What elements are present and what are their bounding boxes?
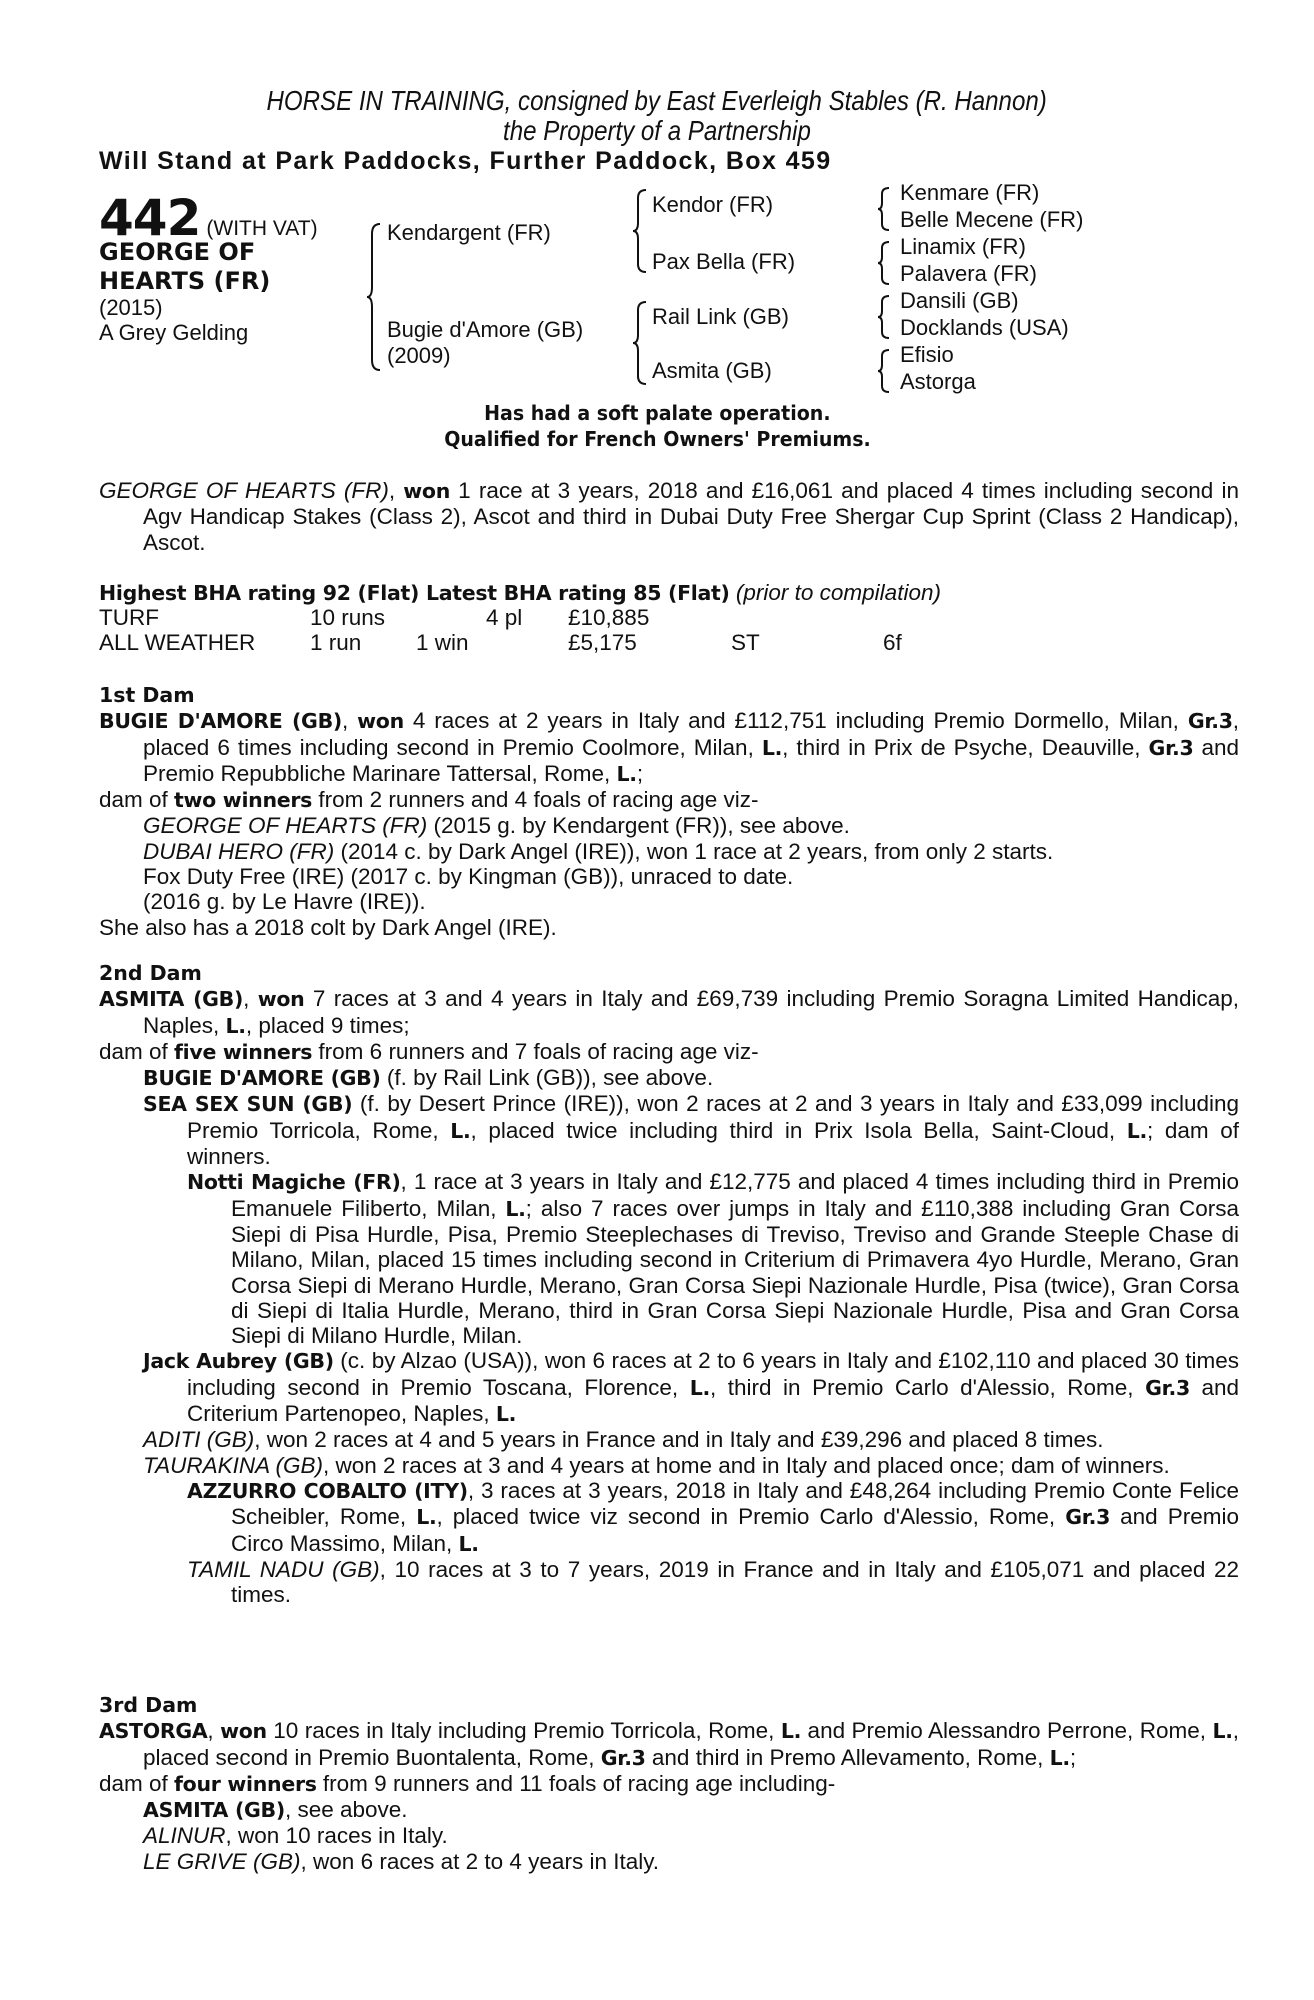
- pedigree-g3-item: Kenmare (FR): [900, 180, 1040, 205]
- progeny-item: Jack Aubrey (GB) (c. by Alzao (USA)), won 6 races at 2 to 6 years in Italy and £102,110 and placed 30 times including second in Premio Toscana, Florence, L., third in Premio Carlo d'Alessio, Rome, Gr.3 and Criterium Partenopeo, Naples, L.: [143, 1348, 1239, 1427]
- section-heading: 2nd Dam: [99, 961, 202, 985]
- dam-record: ASTORGA, won 10 races in Italy including Premio Torricola, Rome, L. and Premio Alessandro Perrone, Rome, L., placed second in Premio Buontalenta, Rome, Gr.3 and third in Premo Allevamento, Rome, L.;: [99, 1718, 1239, 1770]
- progeny-item: ALINUR, won 10 races in Italy.: [143, 1823, 448, 1849]
- grand-progeny-item: TAMIL NADU (GB), 10 races at 3 to 7 years, 2019 in France and in Italy and £105,071 and placed 22 times.: [187, 1556, 1240, 1608]
- pedigree-dam-dam: Asmita (GB): [652, 358, 772, 383]
- horse-name: GEORGE OF HEARTS (FR): [99, 238, 271, 295]
- premiums-note: Qualified for French Owners' Premiums.: [443, 427, 871, 451]
- pedigree-dam: Bugie d'Amore (GB): [387, 317, 584, 342]
- pedigree-g3-item: Palavera (FR): [900, 261, 1037, 286]
- pedigree-sire: Kendargent (FR): [387, 220, 551, 245]
- operation-note: Has had a soft palate operation.: [483, 401, 831, 425]
- progeny-item: TAURAKINA (GB), won 2 races at 3 and 4 years at home and in Italy and placed once; dam of winners.: [143, 1452, 1170, 1478]
- dam-footer-note: She also has a 2018 colt by Dark Angel (IRE).: [99, 914, 557, 940]
- section-heading: 3rd Dam: [99, 1693, 198, 1717]
- dam-produce-summary: dam of four winners from 9 runners and 11 foals of racing age including-: [99, 1770, 836, 1796]
- ownership-line: the Property of a Partnership: [503, 115, 811, 146]
- pedigree-g3-item: Docklands (USA): [900, 315, 1069, 340]
- pedigree-g3-item: Efisio: [900, 342, 954, 367]
- progeny-item: GEORGE OF HEARTS (FR) (2015 g. by Kendargent (FR)), see above.: [143, 813, 850, 839]
- pedigree-brace-g3-1: [877, 186, 891, 232]
- progeny-item: ASMITA (GB), see above.: [143, 1797, 408, 1823]
- consignment-header: HORSE IN TRAINING, consigned by East Everleigh Stables (R. Hannon): [266, 85, 1048, 116]
- stabling-location: Will Stand at Park Paddocks, Further Paddock, Box 459: [99, 147, 832, 175]
- grand-progeny-item: AZZURRO COBALTO (ITY), 3 races at 3 years, 2018 in Italy and £48,264 including Premio Conte Felice Scheibler, Rome, L., placed twice viz second in Premio Carlo d'Alessio, Rome, Gr.3 and Premio Circo Massimo, Milan, L.: [187, 1477, 1239, 1556]
- pedigree-brace-g3-2: [877, 240, 891, 286]
- race-record-summary: GEORGE OF HEARTS (FR), won 1 race at 3 years, 2018 and £16,061 and placed 4 times including second in Agv Handicap Stakes (Class 2), Ascot and third in Dubai Duty Free Shergar Cup Sprint (Class 2 Handicap), Ascot.: [99, 478, 1239, 555]
- horse-description: A Grey Gelding: [99, 320, 249, 345]
- third-dam-section: [99, 1693, 1239, 1874]
- pedigree-g3-item: Dansili (GB): [900, 288, 1019, 313]
- pedigree-brace-g3-3: [877, 294, 891, 340]
- lot-heading: [99, 189, 318, 247]
- progeny-item: ADITI (GB), won 2 races at 4 and 5 years in France and in Italy and £39,296 and placed 8 times.: [143, 1427, 1104, 1453]
- progeny-item: LE GRIVE (GB), won 6 races at 2 to 4 years in Italy.: [143, 1848, 660, 1874]
- first-dam-section: [99, 683, 1239, 940]
- dam-produce-summary: dam of two winners from 2 runners and 4 foals of racing age viz-: [99, 787, 759, 813]
- grand-progeny-item: Notti Magiche (FR), 1 race at 3 years in Italy and £12,775 and placed 4 times including third in Premio Emanuele Filiberto, Milan, L.; also 7 races over jumps in Italy and £110,388 including Gran Corsa Siepi di Pisa Hurdle, Pisa, Premio Steeplechases di Treviso, Treviso and Grande Steeple Chase di Milano, Milan, placed 15 times including second in Criterium di Primavera 4yo Hurdle, Merano, Gran Corsa Siepi di Merano Hurdle, Merano, Gran Corsa Siepi Nazionale Hurdle, Pisa (twice), Gran Corsa di Siepi di Italia Hurdle, Merano, third in Gran Corsa Siepi Nazionale Hurdle, Pisa and Gran Corsa Siepi di Milano Hurdle, Milan.: [187, 1169, 1239, 1349]
- pedigree-dam-sire: Rail Link (GB): [652, 304, 789, 329]
- section-heading: 1st Dam: [99, 683, 195, 707]
- pedigree-sire-sire: Kendor (FR): [652, 192, 774, 217]
- catalogue-page: HORSE IN TRAINING, consigned by East Everleigh Stables (R. Hannon) the Property of a Partnership Will Stand at Park Paddocks, Further Paddock, Box 459 442 (WITH VAT) GEORGE OF HEARTS (FR) (2015) A Grey Gelding Kendargent (FR) Bugie d'Amore (GB) (2009) Kendor (FR) Pax Bella (FR) Rail Link (GB) Asmita (GB) Kenmare (FR) Belle Mecene (FR) Linamix (FR) Palavera (FR) Dansili (GB) Docklands (USA) Efisio Astorga Has had a soft palate operation. Qualified for French Owners' Premiums. GEORGE OF HEARTS (FR), won 1 race at 3 years, 2018 and £16,061 and placed 4 times including second in Agv Handicap Stakes (Class 2), Ascot and third in Dubai Duty Free Shergar Cup Sprint (Class 2 Handicap), Ascot. Highest BHA rating 92 (Flat) Latest BHA rating 85 (Flat) (prior to compilation) TURF 10 runs 4 pl £10,885 ALL WEATHER 1 run 1 win £5,175 ST 6f 1st Dam BUGIE D'AMORE (GB), won 4 races at 2 years in Italy and £112,751 including Premio Dormello, Milan, Gr.3, placed 6 times including second in Premio Coolmore, Milan, L., third in Prix de Psyche, Deauville, Gr.3 and Premio Repubbliche Marinare Tattersal, Rome, L.; dam of two winners from 2 runners and 4 foals of racing age viz- GEORGE OF HEARTS (FR) (2015 g. by Kendargent (FR)), see above. DUBAI HERO (FR) (2014 c. by Dark Angel (IRE)), won 1 race at 2 years, from only 2 starts. Fox Duty Free (IRE) (2017 c. by Kingman (GB)), unraced to date. (2016 g. by Le Havre (IRE)). She also has a 2018 colt by Dark Angel (IRE). 2nd Dam ASMITA (GB), won 7 races at 3 and 4 years in Italy and £69,739 including Premio Soragna Limited Handicap, Naples, L., placed 9 times; dam of five winners from 6 runners and 7 foals of racing age viz- BUGIE D'AMORE (GB) (f. by Rail Link (GB)), see above. SEA SEX SUN (GB) (f. by Desert Prince (IRE)), won 2 races at 2 and 3 years in Italy and £33,099 including Premio Torricola, Rome, L., placed twice including third in Prix Isola Bella, Saint-Cloud, L.; dam of winners. Notti Magiche (FR), 1 race at 3 years in Italy and £12,775 and placed 4 times including third in Premio Emanuele Filiberto, Milan, L.; also 7 races over jumps in Italy and £110,388 including Gran Corsa Siepi di Pisa Hurdle, Pisa, Premio Steeplechases di Treviso, Treviso and Grande Steeple Chase di Milano, Milan, placed 15 times including second in Criterium di Primavera 4yo Hurdle, Merano, Gran Corsa Siepi di Merano Hurdle, Merano, Gran Corsa Siepi Nazionale Hurdle, Pisa (twice), Gran Corsa di Siepi di Italia Hurdle, Merano, third in Gran Corsa Siepi Nazionale Hurdle, Pisa and Gran Corsa Siepi di Milano Hurdle, Milan. Jack Aubrey (GB) (c. by Alzao (USA)), won 6 races at 2 to 6 years in Italy and £102,110 and placed 30 times including second in Premio Toscana, Florence, L., third in Premio Carlo d'Alessio, Rome, Gr.3 and Criterium Partenopeo, Naples, L. ADITI (GB), won 2 races at 4 and 5 years in France and in Italy and £39,296 and placed 8 times. TAURAKINA (GB), won 2 races at 3 and 4 years at home and in Italy and placed once; dam of winners. AZZURRO COBALTO (ITY), 3 races at 3 years, 2018 in Italy and £48,264 including Premio Conte Felice Scheibler, Rome, L., placed twice viz second in Premio Carlo d'Alessio, Rome, Gr.3 and Premio Circo Massimo, Milan, L. TAMIL NADU (GB), 10 races at 3 to 7 years, 2019 in France and in Italy and £105,071 and placed 22 times. 3rd Dam ASTORGA, won 10 races in Italy including Premio Torricola, Rome, L. and Premio Alessandro Perrone, Rome, L., placed second in Premio Buontalenta, Rome, Gr.3 and third in Premo Allevamento, Rome, L.; dam of four winners from 9 runners and 11 foals of racing age including- ASMITA (GB), see above. ALINUR, won 10 races in Italy. LE GRIVE (GB), won 6 races at 2 to 4 years in Italy.: [0, 0, 1314, 2000]
- vat-label: (WITH VAT): [206, 217, 318, 240]
- pedigree-dam-year: (2009): [387, 343, 451, 368]
- lot-number: 442: [99, 189, 201, 247]
- pedigree-brace-g3-4: [877, 348, 891, 394]
- dam-produce-summary: dam of five winners from 6 runners and 7 foals of racing age viz-: [99, 1038, 759, 1064]
- dam-record: ASMITA (GB), won 7 races at 3 and 4 years in Italy and £69,739 including Premio Soragna Limited Handicap, Naples, L., placed 9 times;: [99, 986, 1239, 1038]
- second-dam-section: [99, 961, 1239, 1607]
- dam-record: BUGIE D'AMORE (GB), won 4 races at 2 years in Italy and £112,751 including Premio Dormello, Milan, Gr.3, placed 6 times including second in Premio Coolmore, Milan, L., third in Prix de Psyche, Deauville, Gr.3 and Premio Repubbliche Marinare Tattersal, Rome, L.;: [99, 708, 1239, 786]
- pedigree-brace-dam: [632, 300, 648, 386]
- bha-ratings: Highest BHA rating 92 (Flat) Latest BHA rating 85 (Flat) (prior to compilation): [99, 580, 941, 605]
- progeny-item: DUBAI HERO (FR) (2014 c. by Dark Angel (IRE)), won 1 race at 2 years, from only 2 starts.: [143, 838, 1054, 864]
- progeny-item: BUGIE D'AMORE (GB) (f. by Rail Link (GB)), see above.: [143, 1065, 714, 1091]
- progeny-item: SEA SEX SUN (GB) (f. by Desert Prince (IRE)), won 2 races at 2 and 3 years in Italy and £33,099 including Premio Torricola, Rome, L., placed twice including third in Prix Isola Bella, Saint-Cloud, L.; dam of winners.: [143, 1091, 1239, 1170]
- pedigree-brace-sire: [632, 188, 648, 274]
- horse-foaling-year: (2015): [99, 295, 163, 320]
- progeny-item: Fox Duty Free (IRE) (2017 c. by Kingman (GB)), unraced to date.: [143, 864, 794, 890]
- progeny-item: (2016 g. by Le Havre (IRE)).: [143, 889, 426, 915]
- pedigree-g3-item: Belle Mecene (FR): [900, 207, 1084, 232]
- pedigree-g3-item: Astorga: [900, 369, 976, 394]
- pedigree-brace-gen1: [366, 222, 382, 372]
- pedigree-sire-dam: Pax Bella (FR): [652, 249, 796, 274]
- pedigree-g3-item: Linamix (FR): [900, 234, 1026, 259]
